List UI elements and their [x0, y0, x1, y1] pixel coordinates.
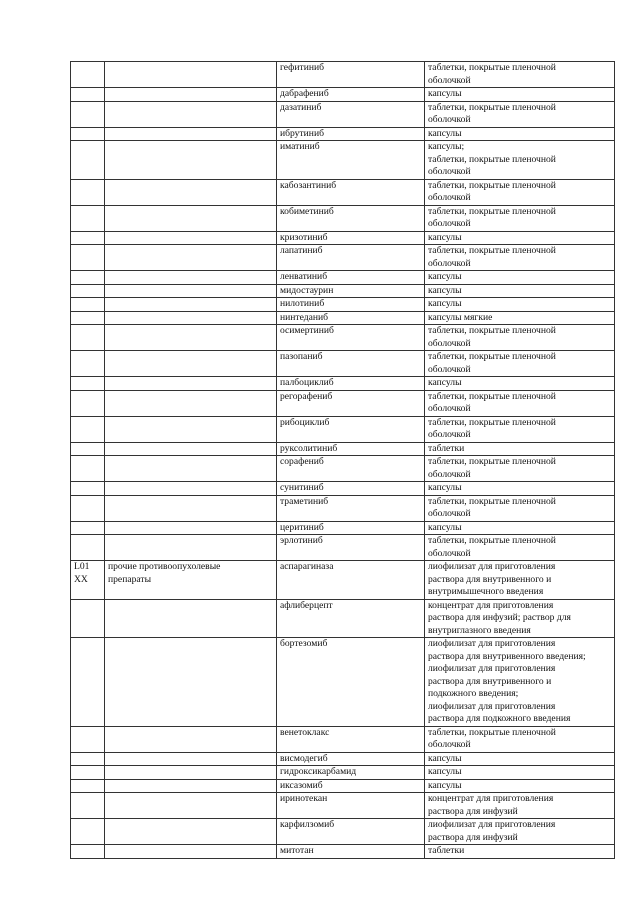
atc-code-cell: [71, 416, 105, 442]
dosage-form-cell: таблетки: [425, 442, 615, 456]
dosage-form-cell: капсулы: [425, 521, 615, 535]
drug-name-cell: иксазомиб: [277, 779, 425, 793]
table-row: [71, 62, 615, 88]
table-row: [71, 779, 615, 793]
group-name-cell: [105, 752, 277, 766]
dosage-form-cell: таблетки, покрытые пленочной оболочкой: [425, 456, 615, 482]
group-name-cell: прочие противоопухолевые препараты: [105, 561, 277, 600]
group-name-cell: [105, 298, 277, 312]
atc-code-cell: [71, 245, 105, 271]
dosage-form-cell: таблетки, покрытые пленочной оболочкой: [425, 205, 615, 231]
drug-name-cell: нинтеданиб: [277, 311, 425, 325]
table-row: [71, 495, 615, 521]
dosage-form-cell: таблетки, покрытые пленочной оболочкой: [425, 726, 615, 752]
table-row: [71, 521, 615, 535]
atc-code-cell: L01 XX: [71, 561, 105, 600]
atc-code-cell: [71, 179, 105, 205]
drug-name-cell: дазатиниб: [277, 101, 425, 127]
drug-name-cell: лапатиниб: [277, 245, 425, 271]
atc-code-cell: [71, 377, 105, 391]
atc-code-cell: [71, 535, 105, 561]
drug-name-cell: палбоциклиб: [277, 377, 425, 391]
group-name-cell: [105, 231, 277, 245]
dosage-form-cell: капсулы: [425, 752, 615, 766]
table-row: [71, 127, 615, 141]
atc-code-cell: [71, 311, 105, 325]
table-row: [71, 561, 615, 600]
group-name-cell: [105, 442, 277, 456]
atc-code-cell: [71, 779, 105, 793]
dosage-form-cell: таблетки, покрытые пленочной оболочкой: [425, 351, 615, 377]
drug-name-cell: гефитиниб: [277, 62, 425, 88]
dosage-form-cell: таблетки, покрытые пленочной оболочкой: [425, 101, 615, 127]
group-name-cell: [105, 101, 277, 127]
drug-name-cell: нилотиниб: [277, 298, 425, 312]
group-name-cell: [105, 284, 277, 298]
table-row: [71, 88, 615, 102]
table-row: [71, 752, 615, 766]
atc-code-cell: [71, 351, 105, 377]
drug-name-cell: сунитиниб: [277, 482, 425, 496]
drug-name-cell: регорафениб: [277, 390, 425, 416]
atc-code-cell: [71, 88, 105, 102]
group-name-cell: [105, 62, 277, 88]
drug-name-cell: сорафениб: [277, 456, 425, 482]
drug-name-cell: эрлотиниб: [277, 535, 425, 561]
drug-name-cell: церитиниб: [277, 521, 425, 535]
drug-table-body: [71, 62, 615, 859]
atc-code-cell: [71, 819, 105, 845]
table-row: [71, 311, 615, 325]
dosage-form-cell: капсулы: [425, 284, 615, 298]
table-row: [71, 390, 615, 416]
dosage-form-cell: капсулы: [425, 298, 615, 312]
drug-name-cell: кобиметиниб: [277, 205, 425, 231]
dosage-form-cell: концентрат для приготовления раствора для инфузий: [425, 793, 615, 819]
table-row: [71, 351, 615, 377]
table-row: [71, 231, 615, 245]
dosage-form-cell: таблетки, покрытые пленочной оболочкой: [425, 179, 615, 205]
atc-code-cell: [71, 101, 105, 127]
group-name-cell: [105, 638, 277, 727]
drug-name-cell: бортезомиб: [277, 638, 425, 727]
group-name-cell: [105, 127, 277, 141]
drug-name-cell: рибоциклиб: [277, 416, 425, 442]
dosage-form-cell: капсулы: [425, 377, 615, 391]
group-name-cell: [105, 416, 277, 442]
group-name-cell: [105, 456, 277, 482]
drug-name-cell: руксолитиниб: [277, 442, 425, 456]
atc-code-cell: [71, 845, 105, 859]
group-name-cell: [105, 351, 277, 377]
atc-code-cell: [71, 599, 105, 638]
group-name-cell: [105, 311, 277, 325]
table-row: [71, 205, 615, 231]
atc-code-cell: [71, 141, 105, 180]
dosage-form-cell: лиофилизат для приготовления раствора для внутривенного и внутримышечного введения: [425, 561, 615, 600]
group-name-cell: [105, 482, 277, 496]
group-name-cell: [105, 793, 277, 819]
drug-name-cell: венетоклакс: [277, 726, 425, 752]
group-name-cell: [105, 205, 277, 231]
drug-name-cell: афлиберцепт: [277, 599, 425, 638]
drug-name-cell: аспарагиназа: [277, 561, 425, 600]
group-name-cell: [105, 377, 277, 391]
atc-code-cell: [71, 752, 105, 766]
atc-code-cell: [71, 271, 105, 285]
atc-code-cell: [71, 298, 105, 312]
dosage-form-cell: капсулы: [425, 271, 615, 285]
dosage-form-cell: капсулы мягкие: [425, 311, 615, 325]
group-name-cell: [105, 390, 277, 416]
table-row: [71, 535, 615, 561]
dosage-form-cell: таблетки: [425, 845, 615, 859]
atc-code-cell: [71, 284, 105, 298]
group-name-cell: [105, 325, 277, 351]
table-row: [71, 482, 615, 496]
drug-name-cell: карфилзомиб: [277, 819, 425, 845]
group-name-cell: [105, 179, 277, 205]
atc-code-cell: [71, 62, 105, 88]
table-row: [71, 284, 615, 298]
drug-name-cell: кабозантиниб: [277, 179, 425, 205]
drug-name-cell: гидроксикарбамид: [277, 766, 425, 780]
group-name-cell: [105, 535, 277, 561]
drug-name-cell: кризотиниб: [277, 231, 425, 245]
dosage-form-cell: капсулы: [425, 231, 615, 245]
atc-code-cell: [71, 495, 105, 521]
dosage-form-cell: капсулы: [425, 766, 615, 780]
dosage-form-cell: таблетки, покрытые пленочной оболочкой: [425, 245, 615, 271]
table-row: [71, 271, 615, 285]
group-name-cell: [105, 779, 277, 793]
group-name-cell: [105, 141, 277, 180]
group-name-cell: [105, 766, 277, 780]
dosage-form-cell: таблетки, покрытые пленочной оболочкой: [425, 535, 615, 561]
table-row: [71, 325, 615, 351]
drug-name-cell: осимертиниб: [277, 325, 425, 351]
drug-name-cell: мидостаурин: [277, 284, 425, 298]
table-row: [71, 456, 615, 482]
group-name-cell: [105, 521, 277, 535]
table-row: [71, 179, 615, 205]
drug-name-cell: иматиниб: [277, 141, 425, 180]
table-row: [71, 845, 615, 859]
atc-code-cell: [71, 390, 105, 416]
table-row: [71, 245, 615, 271]
table-row: [71, 416, 615, 442]
atc-code-cell: [71, 127, 105, 141]
table-row: [71, 793, 615, 819]
table-row: [71, 726, 615, 752]
drug-name-cell: пазопаниб: [277, 351, 425, 377]
group-name-cell: [105, 819, 277, 845]
group-name-cell: [105, 495, 277, 521]
atc-code-cell: [71, 442, 105, 456]
table-row: [71, 599, 615, 638]
group-name-cell: [105, 599, 277, 638]
atc-code-cell: [71, 205, 105, 231]
table-row: [71, 298, 615, 312]
atc-code-cell: [71, 456, 105, 482]
group-name-cell: [105, 88, 277, 102]
dosage-form-cell: капсулы; таблетки, покрытые пленочной оболочкой: [425, 141, 615, 180]
group-name-cell: [105, 726, 277, 752]
atc-code-cell: [71, 766, 105, 780]
table-row: [71, 377, 615, 391]
drug-name-cell: ленватиниб: [277, 271, 425, 285]
atc-code-cell: [71, 231, 105, 245]
dosage-form-cell: лиофилизат для приготовления раствора для инфузий: [425, 819, 615, 845]
dosage-form-cell: таблетки, покрытые пленочной оболочкой: [425, 390, 615, 416]
dosage-form-cell: капсулы: [425, 779, 615, 793]
drug-name-cell: митотан: [277, 845, 425, 859]
drug-name-cell: иринотекан: [277, 793, 425, 819]
atc-code-cell: [71, 521, 105, 535]
dosage-form-cell: концентрат для приготовления раствора для инфузий; раствор для внутриглазного введения: [425, 599, 615, 638]
group-name-cell: [105, 271, 277, 285]
table-row: [71, 638, 615, 727]
drug-table: [70, 61, 615, 859]
table-row: [71, 766, 615, 780]
atc-code-cell: [71, 726, 105, 752]
dosage-form-cell: таблетки, покрытые пленочной оболочкой: [425, 62, 615, 88]
group-name-cell: [105, 245, 277, 271]
dosage-form-cell: капсулы: [425, 127, 615, 141]
dosage-form-cell: таблетки, покрытые пленочной оболочкой: [425, 495, 615, 521]
table-row: [71, 819, 615, 845]
dosage-form-cell: капсулы: [425, 88, 615, 102]
atc-code-cell: [71, 482, 105, 496]
atc-code-cell: [71, 325, 105, 351]
table-row: [71, 141, 615, 180]
atc-code-cell: [71, 638, 105, 727]
dosage-form-cell: таблетки, покрытые пленочной оболочкой: [425, 325, 615, 351]
drug-name-cell: дабрафениб: [277, 88, 425, 102]
dosage-form-cell: лиофилизат для приготовления раствора для внутривенного введения; лиофилизат для приготовления раствора для внутривенного и подкожного введения; лиофилизат для приготовления раствора для подкожного введения: [425, 638, 615, 727]
atc-code-cell: [71, 793, 105, 819]
group-name-cell: [105, 845, 277, 859]
table-row: [71, 442, 615, 456]
dosage-form-cell: капсулы: [425, 482, 615, 496]
drug-name-cell: висмодегиб: [277, 752, 425, 766]
drug-name-cell: ибрутиниб: [277, 127, 425, 141]
dosage-form-cell: таблетки, покрытые пленочной оболочкой: [425, 416, 615, 442]
drug-name-cell: траметиниб: [277, 495, 425, 521]
table-row: [71, 101, 615, 127]
